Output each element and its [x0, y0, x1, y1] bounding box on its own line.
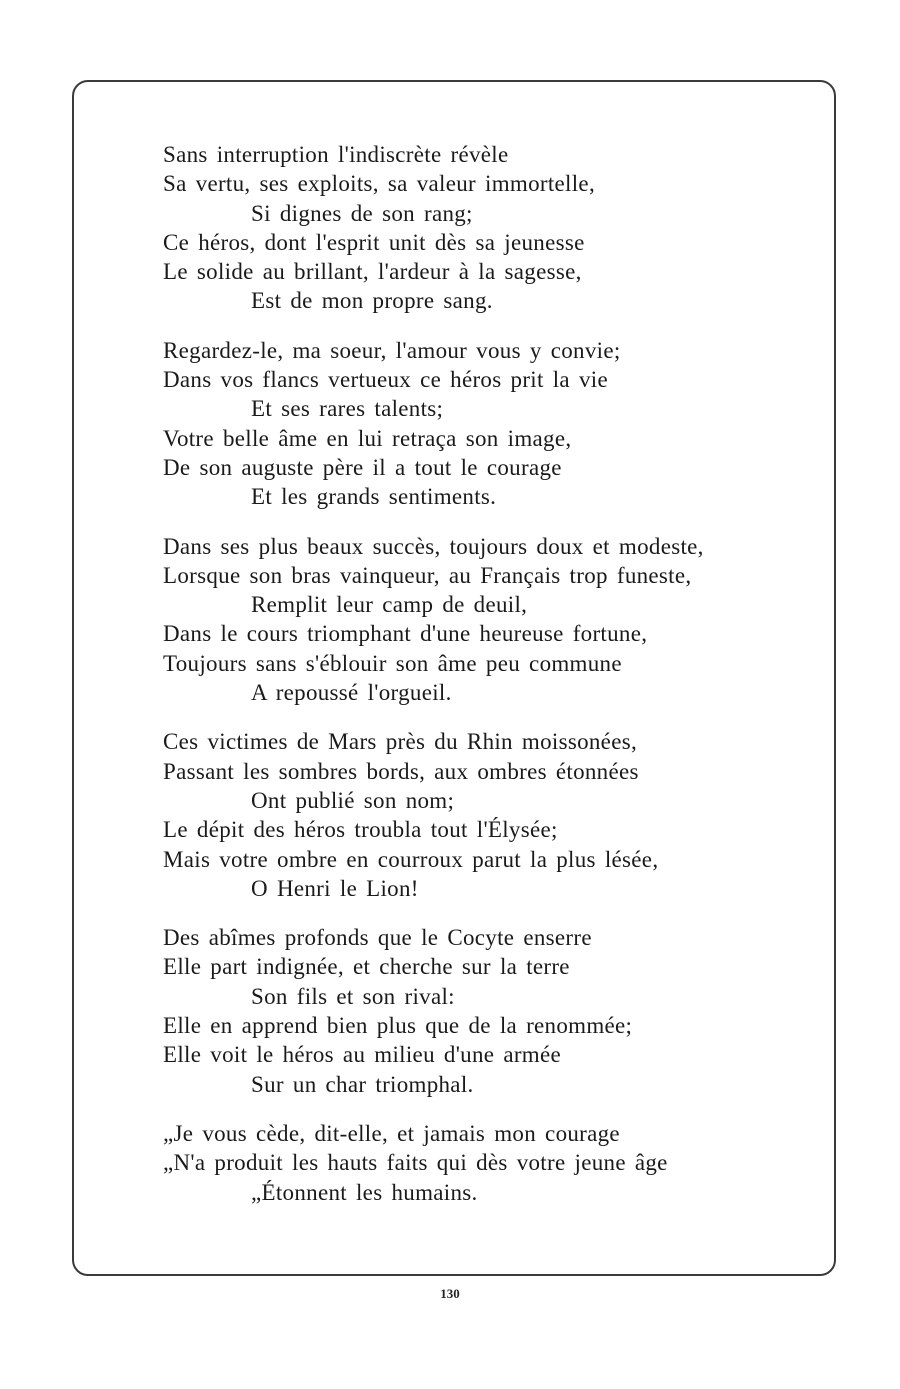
poem-line: Elle part indignée, et cherche sur la terre [163, 954, 570, 980]
poem-body [163, 140, 803, 1227]
poem-line: Dans le cours triomphant d'une heureuse fortune, [163, 621, 648, 647]
poem-line: Le dépit des héros troubla tout l'Élysée; [163, 817, 558, 843]
stanza [163, 1119, 803, 1207]
page-number: 130 [440, 1286, 460, 1301]
poem-line: Et les grands sentiments. [251, 484, 497, 510]
poem-line: De son auguste père il a tout le courage [163, 454, 562, 480]
poem-line: Mais votre ombre en courroux parut la plus lésée, [163, 846, 659, 872]
poem-line: Dans ses plus beaux succès, toujours doux et modeste, [163, 533, 704, 559]
poem-line: Lorsque son bras vainqueur, au Français trop funeste, [163, 562, 692, 588]
poem-line: Ce héros, dont l'esprit unit dès sa jeunesse [163, 229, 585, 255]
poem-line: Votre belle âme en lui retraça son image, [163, 425, 572, 451]
poem-line: Et ses rares talents; [251, 396, 444, 422]
poem-line: Sur un char triomphal. [251, 1071, 474, 1097]
poem-line: „Je vous cède, dit-elle, et jamais mon courage [163, 1120, 620, 1146]
stanza [163, 923, 803, 1099]
stanza [163, 727, 803, 903]
poem-line: Elle voit le héros au milieu d'une armée [163, 1042, 561, 1068]
poem-line: O Henri le Lion! [251, 875, 419, 901]
poem-line: Son fils et son rival: [251, 983, 455, 1009]
poem-line: Sa vertu, ses exploits, sa valeur immortelle, [163, 171, 595, 197]
poem-line: Elle en apprend bien plus que de la renommée; [163, 1013, 633, 1039]
poem-line: A repoussé l'orgueil. [251, 680, 452, 706]
stanza [163, 140, 803, 316]
stanza [163, 532, 803, 708]
poem-line: „Étonnent les humains. [251, 1179, 478, 1205]
poem-line: Passant les sombres bords, aux ombres étonnées [163, 758, 639, 784]
poem-line: Remplit leur camp de deuil, [251, 592, 528, 618]
poem-line: Ces victimes de Mars près du Rhin moissonées, [163, 729, 638, 755]
stanza [163, 336, 803, 512]
poem-line: Des abîmes profonds que le Cocyte enserre [163, 925, 592, 951]
poem-line: Ont publié son nom; [251, 787, 455, 813]
poem-line: Si dignes de son rang; [251, 200, 473, 226]
poem-line: „N'a produit les hauts faits qui dès votre jeune âge [163, 1150, 668, 1176]
poem-line: Sans interruption l'indiscrète révèle [163, 142, 509, 167]
poem-line: Toujours sans s'éblouir son âme peu commune [163, 650, 622, 676]
poem-line: Le solide au brillant, l'ardeur à la sagesse, [163, 259, 582, 285]
poem-line: Est de mon propre sang. [251, 288, 493, 314]
poem-line: Regardez-le, ma soeur, l'amour vous y convie; [163, 337, 621, 363]
poem-line: Dans vos flancs vertueux ce héros prit la vie [163, 367, 608, 393]
